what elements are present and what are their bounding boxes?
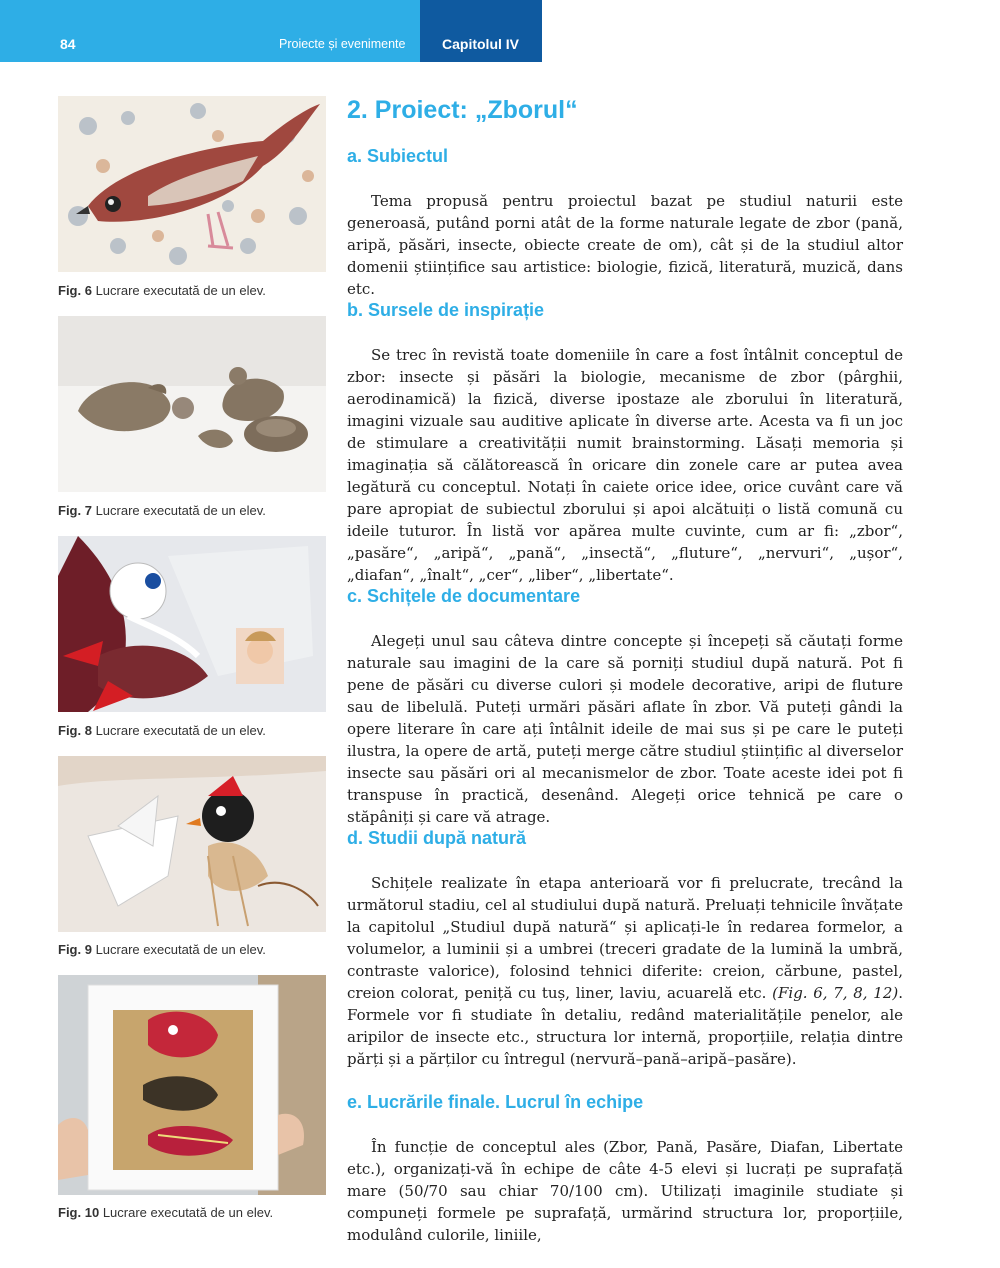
page-number: 84 (60, 36, 76, 52)
section-d-heading: d. Studii după natură (347, 828, 526, 848)
chapter-label: Capitolul IV (442, 36, 519, 52)
paper-bird-image (58, 756, 326, 932)
figure-9-image (58, 756, 326, 932)
page-header (0, 0, 542, 62)
figure-6-caption: Fig. 6 Lucrare executată de un elev. (58, 283, 266, 298)
section-c-text: Alegeți unul sau câteva dintre concepte și începeți să căutați forme naturale sau imagini de la care să porniți studiul după natură. Pot fi pene de păsări cu diverse culori și modele decorative, aripi de fluture sau de libelulă. Puteți urmări păsări aflate în zbor. Vă puteți gândi la opere literare în care ați întâlnit ideile de mai sus și pe care le puteți ilustra, la opere de artă, puteți merge către studiul științific al diverselor insecte sau păsări ori al mecanismelor de zbor. Toate aceste idei pot fi transpuse în practică, desenând. Alegeți orice tehnică pe care o stăpâniți și care vă atrage. (347, 632, 903, 826)
figure-9-caption: Fig. 9 Lucrare executată de un elev. (58, 942, 266, 957)
clay-birds-image (58, 316, 326, 492)
figure-10-caption: Fig. 10 Lucrare executată de un elev. (58, 1205, 274, 1220)
section-b-text: Se trec în revistă toate domeniile în care a fost întâlnit conceptul de zbor: insecte și păsări la biologie, mecanisme de zbor (pârghii, aerodinamică) la fizică, diverse ipostaze ale zborului în literatură, imagini vizuale sau auditive aplicate în diverse arte. Acesta va fi un joc de stimulare a creativității numit brainstorming. Lăsați memoria și imaginația să călătorească în oricare din zonele care ar putea avea legătură cu conceptul. Notați în caiete orice idee, orice cuvânt care vă pare apropiat de subiectul zborului și apoi alcătuiți o listă comună cu ideile tuturor. În listă vor apărea multe cuvinte, cum ar fi: „zbor“, „pasăre“, „aripă“, „pană“, „insectă“, „fluture“, „nervuri“, „ușor“, „diafan“, „înalt“, „cer“, „liber“, „libertate“. (347, 346, 903, 584)
section-a-heading: a. Subiectul (347, 146, 449, 166)
project-title: 2. Proiect: „Zborul“ (347, 96, 578, 124)
chapter-tab (420, 0, 542, 62)
figure-8-image (58, 536, 326, 712)
section-e-text: În funcție de conceptul ales (Zbor, Pană, Pasăre, Diafan, Libertate etc.), organizați-vă în echipe de câte 4-5 elevi și lucrați pe suprafață mare (50/70 sau chiar 70/100 cm). Utilizați imaginile studiate și compuneți formele pe suprafață, urmărind structura lor, proporțiile, modulând culorile, liniile, (347, 1138, 903, 1244)
figure-8-caption: Fig. 8 Lucrare executată de un elev. (58, 723, 266, 738)
painted-bird-image (58, 96, 326, 272)
section-title: Proiecte și evenimente (279, 37, 406, 51)
figure-reference: (Fig. 6, 7, 8, 12) (772, 984, 899, 1002)
section-b-heading: b. Sursele de inspirație (347, 300, 545, 320)
figure-10-image (58, 975, 326, 1195)
figure-7-image (58, 316, 326, 492)
section-c-heading: c. Schițele de documentare (347, 586, 581, 606)
framed-birds-image (58, 975, 326, 1195)
section-e-heading: e. Lucrările finale. Lucrul în echipe (347, 1092, 644, 1112)
collage-bird-image (58, 536, 326, 712)
figure-7-caption: Fig. 7 Lucrare executată de un elev. (58, 503, 266, 518)
section-d-text: Schițele realizate în etapa anterioară vor fi prelucrate, trecând la următorul stadiu, cel al studiului după natură. Preluați tehnicile învățate la capitolul „Studiul după natură“ și aplicați-le în redarea formelor, a volumelor, a luminii și a umbrei (treceri gradate de la lumină la umbră, contraste valorice), folosind tehnici diferite: creion, cărbune, pastel, creion colorat, peniță cu tuș, liner, laviu, acuarelă etc. (Fig. 6, 7, 8, 12). Formele vor fi studiate în detaliu, redând materialitățile penelor, ale aripilor de insecte etc., structura lor internă, proporțiile, relația dintre părți și a părților cu întregul (nervură–pană–aripă–pasăre). (347, 874, 903, 1068)
section-a-text: Tema propusă pentru proiectul bazat pe studiul naturii este generoasă, putând porni atât de la forme naturale legate de zbor (pană, aripă, păsări, insecte, obiecte create de om), cât și de la studiul altor domenii științifice sau artistice: biologie, fizică, literatură, muzică, dans etc. (347, 192, 903, 298)
figure-6-image (58, 96, 326, 272)
